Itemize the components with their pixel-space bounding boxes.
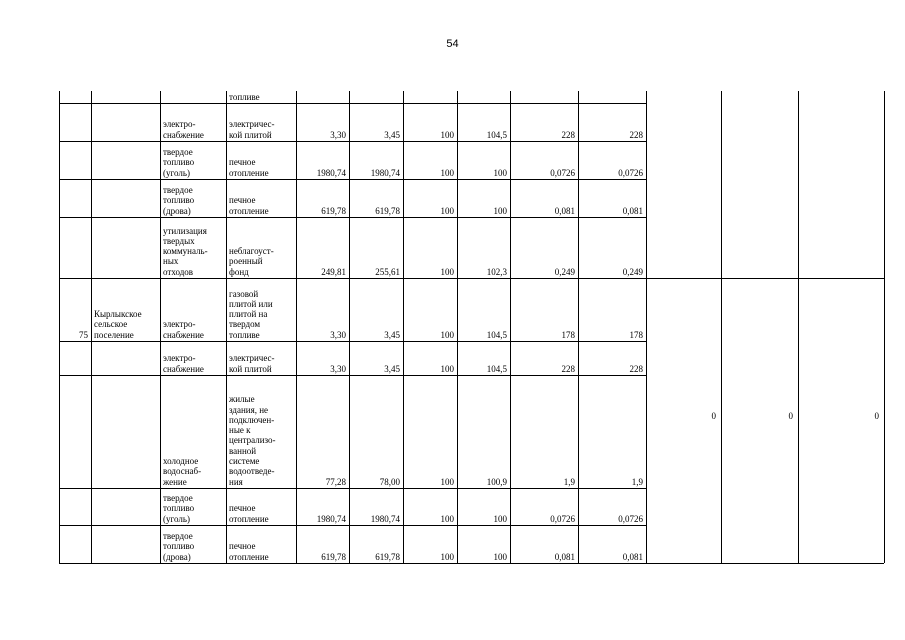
table-cell-p1: 100: [440, 205, 454, 216]
table-cell-type: печное отопление: [229, 157, 269, 178]
table-cell-p2: 100,9: [486, 476, 507, 487]
table-rule-vertical: [226, 91, 227, 563]
table-cell-p1: 100: [440, 129, 454, 140]
table-cell-type: топливе: [229, 91, 260, 102]
table-rule-vertical: [884, 91, 885, 563]
table-rule-horizontal: [59, 525, 646, 526]
table-cell-summary: 0: [874, 411, 879, 421]
table-cell-v1: 3,30: [330, 329, 346, 340]
table-cell-type: электричес- кой плитой: [229, 353, 275, 374]
table-cell-s2: 0,081: [622, 205, 643, 216]
table-rule-horizontal: [646, 278, 884, 279]
table-rule-vertical: [646, 91, 647, 563]
table-rule-horizontal: [59, 141, 646, 142]
table-cell-v1: 249,81: [321, 266, 346, 277]
table-cell-p1: 100: [440, 513, 454, 524]
table-cell-service: электро- снабжение: [163, 119, 204, 140]
table-rule-vertical: [349, 91, 350, 563]
table-cell-p2: 100: [493, 205, 507, 216]
table-rule-horizontal: [59, 179, 646, 180]
table-cell-s1: 0,0726: [550, 167, 575, 178]
table-cell-p2: 104,5: [486, 129, 507, 140]
table-cell-type: печное отопление: [229, 195, 269, 216]
table-cell-type: электричес- кой плитой: [229, 119, 275, 140]
table-cell-s1: 228: [561, 363, 575, 374]
table-cell-summary: 0: [788, 411, 793, 421]
table-cell-s2: 228: [629, 129, 643, 140]
table-cell-p1: 100: [440, 551, 454, 562]
table-rule-vertical: [578, 91, 579, 563]
table-cell-s1: 0,0726: [550, 513, 575, 524]
table-cell-s2: 178: [629, 329, 643, 340]
table-cell-p1: 100: [440, 363, 454, 374]
table-rule-vertical: [510, 91, 511, 563]
table-cell-p1: 100: [440, 266, 454, 277]
table-cell-v2: 1980,74: [370, 513, 400, 524]
table-cell-p2: 102,3: [486, 266, 507, 277]
table-cell-s2: 0,249: [622, 266, 643, 277]
table-rule-vertical: [798, 91, 799, 563]
table-cell-p2: 100: [493, 167, 507, 178]
table-cell-type: жилые здания, не подключен- ные к централизо- ванной системе водоотведе- ния: [229, 394, 276, 487]
table-cell-v1: 619,78: [321, 551, 346, 562]
table-cell-s1: 0,081: [554, 551, 575, 562]
table-cell-settlement: Кырлыкское сельское поселение: [94, 309, 142, 340]
table-cell-s2: 0,0726: [618, 513, 643, 524]
table-cell-p1: 100: [440, 329, 454, 340]
table-cell-service: утилизация твердых коммуналь- ных отходов: [163, 225, 208, 277]
table-rule-vertical: [160, 91, 161, 563]
table-cell-v2: 255,61: [375, 266, 400, 277]
table-rule-horizontal: [59, 341, 646, 342]
table-cell-v1: 77,28: [325, 476, 346, 487]
table-rule-horizontal: [59, 103, 646, 104]
table-cell-v2: 619,78: [375, 551, 400, 562]
table-cell-v1: 3,30: [330, 363, 346, 374]
table-cell-type: газовой плитой или плитой на твердом топливе: [229, 288, 273, 340]
table-rule-vertical: [403, 91, 404, 563]
table-cell-service: холодное водоснаб- жение: [163, 456, 202, 487]
table-cell-type: печное отопление: [229, 503, 269, 524]
table-cell-v2: 3,45: [384, 129, 400, 140]
table-rule-horizontal: [59, 488, 646, 489]
table-cell-p2: 100: [493, 513, 507, 524]
table-cell-type: печное отопление: [229, 541, 269, 562]
table-rule-vertical: [721, 91, 722, 563]
table-cell-v1: 1980,74: [316, 167, 346, 178]
table-cell-p2: 104,5: [486, 363, 507, 374]
table-cell-service: электро- снабжение: [163, 353, 204, 374]
table-cell-s2: 1,9: [631, 476, 643, 487]
table-rule-horizontal: [646, 563, 884, 564]
table-cell-s2: 0,081: [622, 551, 643, 562]
table-cell-v1: 619,78: [321, 205, 346, 216]
tariff-table: [59, 91, 884, 563]
table-cell-p1: 100: [440, 167, 454, 178]
table-rule-horizontal: [59, 278, 646, 279]
table-rule-horizontal: [59, 563, 646, 564]
table-cell-num: 75: [79, 329, 88, 340]
table-rule-vertical: [59, 91, 60, 563]
table-cell-service: электро- снабжение: [163, 319, 204, 340]
table-rule-vertical: [91, 91, 92, 563]
table-cell-service: твердое топливо (уголь): [163, 147, 195, 178]
table-cell-s2: 0,0726: [618, 167, 643, 178]
table-cell-p2: 104,5: [486, 329, 507, 340]
table-cell-service: твердое топливо (дрова): [163, 531, 195, 562]
table-cell-s1: 178: [561, 329, 575, 340]
table-cell-p1: 100: [440, 476, 454, 487]
table-cell-s1: 0,249: [554, 266, 575, 277]
table-rule-vertical: [296, 91, 297, 563]
page-number: 54: [446, 38, 459, 50]
table-rule-horizontal: [59, 217, 646, 218]
table-cell-v2: 3,45: [384, 363, 400, 374]
table-cell-service: твердое топливо (дрова): [163, 185, 195, 216]
table-cell-v2: 3,45: [384, 329, 400, 340]
table-cell-summary: 0: [711, 411, 716, 421]
table-rule-vertical: [457, 91, 458, 563]
table-cell-v2: 619,78: [375, 205, 400, 216]
table-cell-v1: 1980,74: [316, 513, 346, 524]
table-cell-s1: 228: [561, 129, 575, 140]
table-cell-v2: 78,00: [379, 476, 400, 487]
table-cell-v1: 3,30: [330, 129, 346, 140]
table-cell-s1: 1,9: [563, 476, 575, 487]
table-rule-horizontal: [59, 375, 646, 376]
table-cell-s1: 0,081: [554, 205, 575, 216]
table-cell-p2: 100: [493, 551, 507, 562]
table-cell-v2: 1980,74: [370, 167, 400, 178]
table-cell-service: твердое топливо (уголь): [163, 493, 195, 524]
table-cell-s2: 228: [629, 363, 643, 374]
table-cell-type: неблагоуст- роенный фонд: [229, 246, 274, 277]
